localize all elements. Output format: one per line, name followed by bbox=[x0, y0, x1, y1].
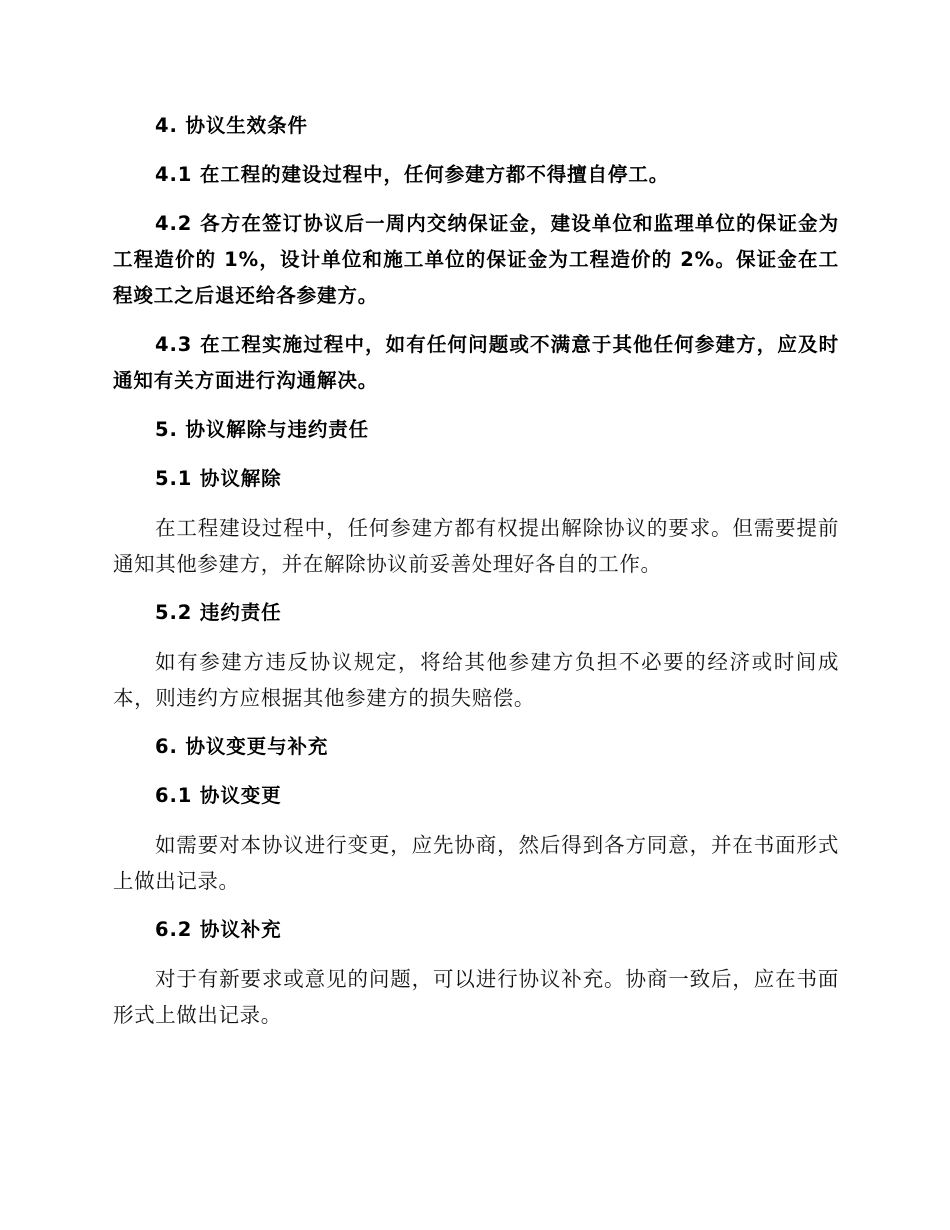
subsection-heading: 6.2 协议补充 bbox=[155, 918, 282, 941]
body-paragraph: 在工程建设过程中，任何参建方都有权提出解除协议的要求。但需要提前通知其他参建方，并在解除协议前妥善处理好各自的工作。 bbox=[113, 516, 839, 576]
body-paragraph: 如有参建方违反协议规定，将给其他参建方负担不必要的经济或时间成本，则违约方应根据其他参建方的损失赔偿。 bbox=[113, 650, 839, 710]
document-body bbox=[113, 108, 839, 1033]
body-paragraph: 如需要对本协议进行变更，应先协商，然后得到各方同意，并在书面形式上做出记录。 bbox=[113, 833, 839, 893]
section-heading: 4. 协议生效条件 bbox=[155, 114, 308, 137]
subsection-heading: 6.1 协议变更 bbox=[155, 784, 282, 807]
clause-paragraph: 4.2 各方在签订协议后一周内交纳保证金，建设单位和监理单位的保证金为工程造价的 1%，设计单位和施工单位的保证金为工程造价的 2%。保证金在工程竣工之后退还给各参建方。 bbox=[113, 212, 839, 307]
section-heading: 5. 协议解除与违约责任 bbox=[155, 418, 370, 441]
body-paragraph: 对于有新要求或意见的问题，可以进行协议补充。协商一致后，应在书面形式上做出记录。 bbox=[113, 967, 839, 1027]
subsection-heading: 5.1 协议解除 bbox=[155, 467, 282, 490]
clause-paragraph: 4.1 在工程的建设过程中，任何参建方都不得擅自停工。 bbox=[155, 163, 670, 186]
clause-paragraph: 4.3 在工程实施过程中，如有任何问题或不满意于其他任何参建方，应及时通知有关方面进行沟通解决。 bbox=[113, 333, 839, 392]
subsection-heading: 5.2 违约责任 bbox=[155, 601, 282, 624]
section-heading: 6. 协议变更与补充 bbox=[155, 735, 329, 758]
